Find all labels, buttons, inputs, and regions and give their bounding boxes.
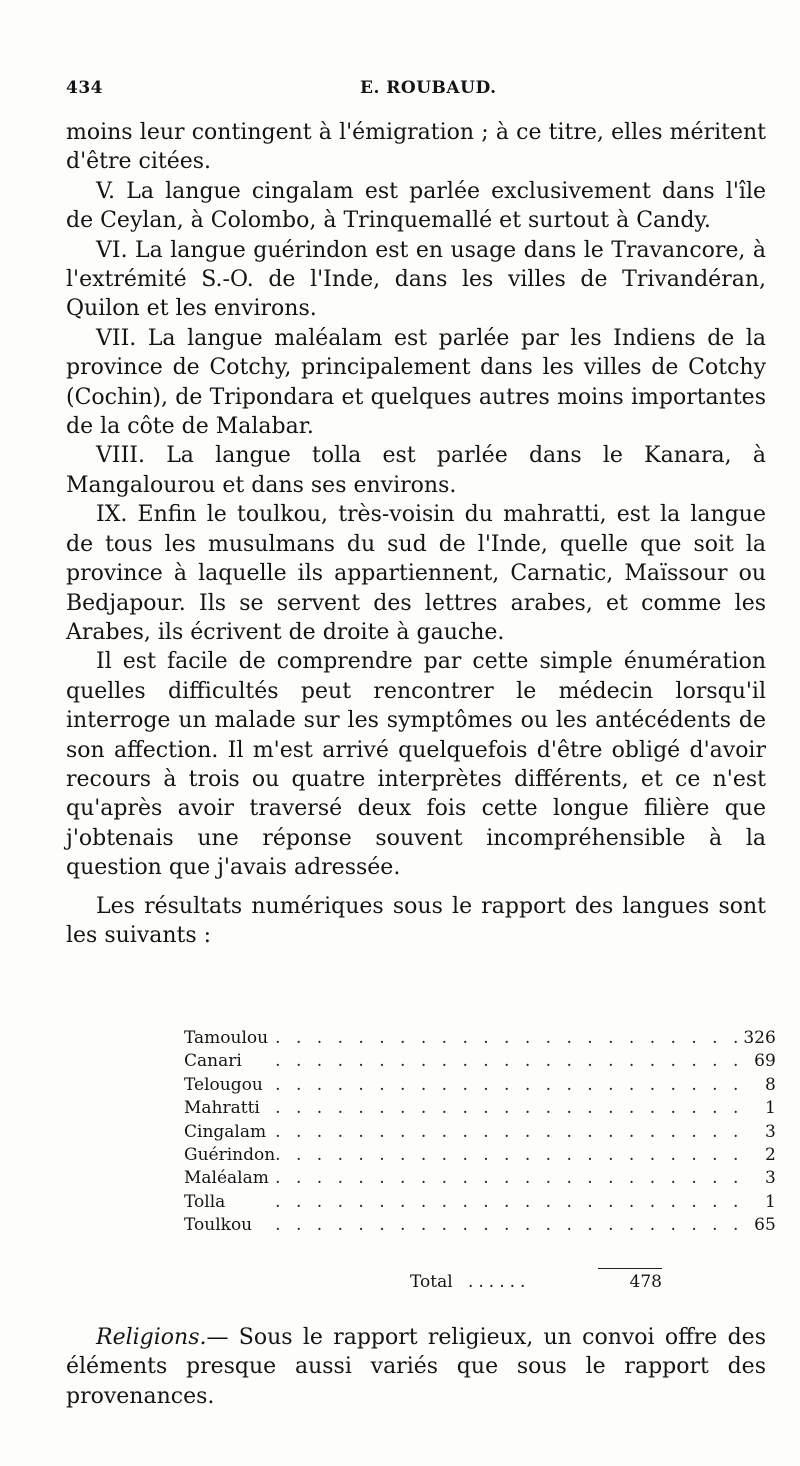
dot-leader: . . . . . . . . . . . . . . . . . . . . . . .	[275, 1168, 744, 1189]
language-name: Telougou	[184, 1074, 263, 1095]
dot-leader: . . . . . . . . . . . . . . . . . . . . . . .	[275, 1191, 744, 1212]
paragraph-results-intro: Les résultats numériques sous le rapport des langues sont les suivants :	[66, 893, 766, 948]
total-label: Total	[410, 1272, 453, 1292]
religions-text: — Sous le rapport religieux, un convoi offre des éléments presque aussi variés que sous le rapport des provenances.	[66, 1325, 766, 1409]
language-name: Toulkou	[184, 1215, 253, 1236]
language-name: Canari	[184, 1051, 242, 1072]
language-count: 8	[764, 1074, 776, 1095]
language-name: Maléalam	[184, 1168, 269, 1189]
paragraph-tolla: VIII. La langue tolla est parlée dans le Kanara, à Mangalourou et dans ses environs.	[66, 443, 766, 498]
table-row	[184, 1121, 776, 1144]
table-row	[184, 1097, 776, 1120]
religions-heading: Religions.	[96, 1325, 207, 1350]
language-count: 1	[764, 1098, 776, 1119]
total-leader: ......	[468, 1272, 531, 1292]
table-row	[184, 1167, 776, 1190]
table-row	[184, 1214, 776, 1237]
paragraph-difficulties: Il est facile de comprendre par cette simple énumération quelles difficultés peut rencontrer le médecin lorsqu'il interroge un malade sur les symptômes ou les antécédents de son affection. Il m'est arrivé quelquefois d'être obligé d'avoir recours à trois ou quatre interprètes différents, et ce n'est qu'après avoir traversé deux fois cette longue filière que j'obtenais une réponse souvent incompréhensible à la question que j'avais adressée.	[66, 649, 766, 881]
language-count: 3	[764, 1121, 776, 1142]
dot-leader: . . . . . . . . . . . . . . . . . . . . . . .	[275, 1098, 744, 1119]
dot-leader: . . . . . . . . . . . . . . . . . . . . . . .	[275, 1215, 744, 1236]
language-count: 69	[754, 1051, 776, 1072]
paragraph-cingalam: V. La langue cingalam est parlée exclusivement dans l'île de Ceylan, à Colombo, à Trinquemallé et surtout à Candy.	[66, 178, 766, 234]
language-count: 2	[764, 1145, 776, 1166]
language-name: Guérindon	[184, 1145, 276, 1166]
language-count: 3	[764, 1168, 776, 1189]
language-name: Cingalam	[184, 1121, 267, 1142]
dot-leader: . . . . . . . . . . . . . . . . . . . . . . .	[275, 1028, 744, 1048]
final-section	[66, 1323, 766, 1411]
paragraph-toulkou: IX. Enfin le toulkou, très-voisin du mahratti, est la langue de tous les musulmans du sud de l'Inde, quelle que soit la province à laquelle ils appartiennent, Carnatic, Maïssour ou Bedjapour. Ils se servent des lettres arabes, et comme les Arabes, ils écrivent de droite à gauche.	[66, 502, 766, 645]
table-row	[184, 1050, 776, 1073]
paragraph-guerindon: VI. La langue guérindon est en usage dans le Travancore, à l'extrémité S.-O. de l'Inde, dans les villes de Trivandéran, Quilon et les environs.	[66, 237, 766, 322]
language-name: Tamoulou	[184, 1028, 269, 1048]
body-text	[66, 118, 766, 950]
language-count: 1	[764, 1191, 776, 1212]
total-row	[410, 1270, 662, 1294]
language-name: Mahratti	[184, 1098, 260, 1119]
paragraph-continuation: moins leur contingent à l'émigration ; à ce titre, elles méritent d'être citées.	[66, 120, 766, 175]
total-value: 478	[629, 1272, 662, 1292]
language-stats-table	[184, 1027, 776, 1238]
language-count: 65	[754, 1215, 776, 1236]
table-row	[184, 1191, 776, 1214]
paragraph-malealam: VII. La langue maléalam est parlée par les Indiens de la province de Cotchy, principalement dans les villes de Cotchy (Cochin), de Tripondara et quelques autres moins importantes de la côte de Malabar.	[66, 325, 766, 440]
dot-leader: . . . . . . . . . . . . . . . . . . . . . . .	[275, 1074, 744, 1095]
language-count: 326	[743, 1028, 776, 1048]
running-head: E. ROUBAUD.	[360, 78, 497, 98]
total-rule	[598, 1268, 662, 1269]
table-row	[184, 1074, 776, 1097]
page-number: 434	[66, 78, 103, 98]
language-name: Tolla	[184, 1191, 226, 1212]
table-row	[184, 1027, 776, 1050]
table-row	[184, 1144, 776, 1167]
religions-paragraph	[66, 1323, 766, 1411]
dot-leader: . . . . . . . . . . . . . . . . . . . . . . .	[275, 1145, 744, 1166]
dot-leader: . . . . . . . . . . . . . . . . . . . . . . .	[275, 1121, 744, 1142]
dot-leader: . . . . . . . . . . . . . . . . . . . . . . .	[275, 1051, 744, 1072]
